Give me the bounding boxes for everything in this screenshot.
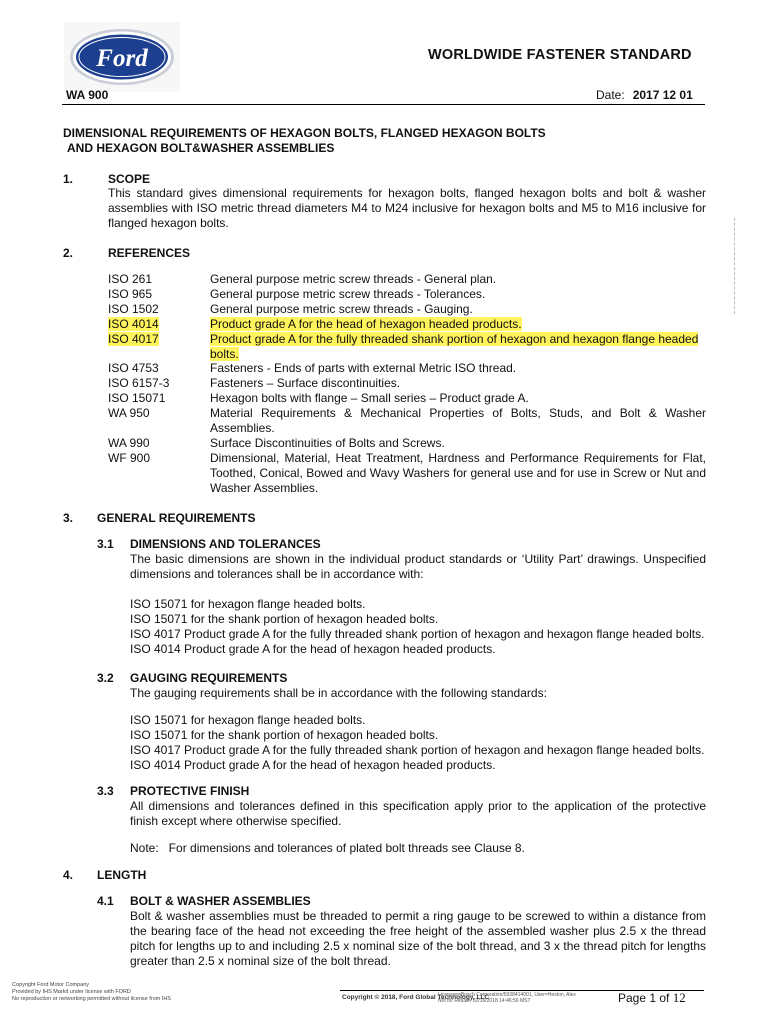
title-line-1: DIMENSIONAL REQUIREMENTS OF HEXAGON BOLTS, FLANGED HEXAGON BOLTS: [63, 126, 546, 140]
footer-license-line: No reproduction or networking permitted without license from IHS: [12, 996, 171, 1002]
document-id: WA 900: [66, 88, 109, 102]
reference-code: ISO 965: [108, 287, 153, 301]
reference-description: Surface Discontinuities of Bolts and Screws.: [210, 436, 445, 450]
reference-description: Dimensional, Material, Heat Treatment, Hardness and Performance Requirements for Flat, Toothed, Conical, Bowed and Wavy Washers for general use and for use in Screw or Nut and Washer Assemblies.: [210, 451, 706, 495]
licensee-line: Not for Resale, 02/16/2018 14:46:56 MST: [438, 998, 531, 1004]
list-item: ISO 4017 Product grade A for the fully threaded shank portion of hexagon and hexagon flange headed bolts.: [130, 627, 705, 641]
reference-code: WA 990: [108, 436, 150, 450]
gauging-paragraph: The gauging requirements shall be in accordance with the following standards:: [130, 686, 547, 700]
standard-title: WORLDWIDE FASTENER STANDARD: [428, 47, 692, 63]
bolt-washer-paragraph: Bolt & washer assemblies must be threaded to permit a ring gauge to be screwed to within a distance from the bearing face of the head not exceeding the free height of the assembled washer plus 2.5 x the thread pitch for lengths up to and including 2.5 x nominal size of the bolt thread, and 3 x the thread pitch for lengths greater than 2.5 x nominal size of the bolt thread.: [130, 909, 706, 968]
list-item: ISO 4014 Product grade A for the head of hexagon headed products.: [130, 642, 496, 656]
section-2-number: 2.: [63, 246, 74, 260]
page-total: 12: [672, 990, 686, 1005]
reference-code: ISO 261: [108, 272, 153, 286]
reference-description: General purpose metric screw threads - General plan.: [210, 272, 497, 286]
footer-license-line: Copyright Ford Motor Company: [12, 982, 90, 988]
dimensions-paragraph: The basic dimensions are shown in the individual product standards or ‘Utility Part’ drawings. Unspecified dimensions and tolerances shall be in accordance with:: [130, 552, 706, 581]
section-3-1-heading: DIMENSIONS AND TOLERANCES: [130, 537, 321, 551]
section-3-3-heading: PROTECTIVE FINISH: [130, 784, 250, 798]
document-title: [63, 126, 546, 156]
reference-description: Fasteners – Surface discontinuities.: [210, 376, 401, 390]
footer-license: [12, 982, 171, 1003]
reference-code-highlighted: ISO 4014: [108, 317, 159, 331]
scope-paragraph: This standard gives dimensional requirements for hexagon bolts, flanged hexagon bolts and bolt & washer assemblies with ISO metric thread diameters M4 to M24 inclusive for hexagon bolts and M5 to M16 inclusive for flanged hexagon bolts.: [108, 186, 706, 230]
title-line-2: AND HEXAGON BOLT&WASHER ASSEMBLIES: [67, 141, 335, 155]
section-4-1-number: 4.1: [97, 894, 114, 908]
reference-description: General purpose metric screw threads - Tolerances.: [210, 287, 486, 301]
reference-code: ISO 6157-3: [108, 376, 170, 390]
svg-text:Ford: Ford: [96, 45, 148, 72]
footer-license-line: Provided by IHS Markit under license with FORD: [12, 989, 131, 995]
reference-description: Fasteners - Ends of parts with external Metric ISO thread.: [210, 361, 517, 375]
document-date: [596, 88, 693, 102]
section-4-number: 4.: [63, 868, 74, 882]
section-3-1-number: 3.1: [97, 537, 114, 551]
footer-licensee-stamp: [438, 992, 576, 1004]
list-item: ISO 15071 for the shank portion of hexagon headed bolts.: [130, 612, 439, 626]
note-text: Note: For dimensions and tolerances of plated bolt threads see Clause 8.: [130, 841, 525, 855]
section-3-2-heading: GAUGING REQUIREMENTS: [130, 671, 288, 685]
reference-code: ISO 1502: [108, 302, 159, 316]
reference-description-highlighted: Product grade A for the head of hexagon headed products.: [210, 317, 522, 331]
reference-description: Hexagon bolts with flange – Small series – Product grade A.: [210, 391, 529, 405]
list-item: ISO 15071 for the shank portion of hexagon headed bolts.: [130, 728, 439, 742]
date-value: 2017 12 01: [632, 88, 693, 102]
protective-finish-paragraph: All dimensions and tolerances defined in this specification apply prior to the application of the protective finish except where otherwise specified.: [130, 799, 706, 828]
reference-description: General purpose metric screw threads - Gauging.: [210, 302, 473, 316]
list-item: ISO 15071 for hexagon flange headed bolts.: [130, 597, 366, 611]
page-number: [618, 990, 686, 1006]
section-3-heading: GENERAL REQUIREMENTS: [97, 511, 256, 525]
section-4-1-heading: BOLT & WASHER ASSEMBLIES: [130, 894, 311, 908]
section-1-heading: SCOPE: [108, 172, 151, 186]
section-2-heading: REFERENCES: [108, 246, 191, 260]
section-3-number: 3.: [63, 511, 74, 525]
ford-logo: [64, 22, 180, 92]
reference-description-highlighted: Product grade A for the fully threaded shank portion of hexagon and hexagon flange headed bolts.: [210, 332, 699, 361]
list-item: ISO 4014 Product grade A for the head of hexagon headed products.: [130, 758, 496, 772]
reference-code: WF 900: [108, 451, 151, 465]
footer-copyright: Copyright © 2018, Ford Global Technology, LLC: [342, 994, 490, 1001]
list-item: ISO 15071 for hexagon flange headed bolts.: [130, 713, 366, 727]
date-label: Date:: [596, 88, 625, 102]
header-divider: [62, 104, 705, 105]
page-label: Page 1 of: [618, 991, 670, 1005]
licensee-line: Licensee=Bosch Corporation/5938414001, User=Heston, Alex: [438, 992, 576, 998]
section-3-3-number: 3.3: [97, 784, 114, 798]
reference-code: ISO 15071: [108, 391, 166, 405]
section-4-heading: LENGTH: [97, 868, 147, 882]
list-item: ISO 4017 Product grade A for the fully threaded shank portion of hexagon and hexagon flange headed bolts.: [130, 743, 705, 757]
margin-marks: [734, 218, 737, 314]
section-1-number: 1.: [63, 172, 74, 186]
reference-code-highlighted: ISO 4017: [108, 332, 159, 346]
section-3-2-number: 3.2: [97, 671, 114, 685]
reference-description: Material Requirements & Mechanical Properties of Bolts, Studs, and Bolt & Washer Assemblies.: [210, 406, 706, 435]
reference-code: ISO 4753: [108, 361, 159, 375]
reference-code: WA 950: [108, 406, 150, 420]
